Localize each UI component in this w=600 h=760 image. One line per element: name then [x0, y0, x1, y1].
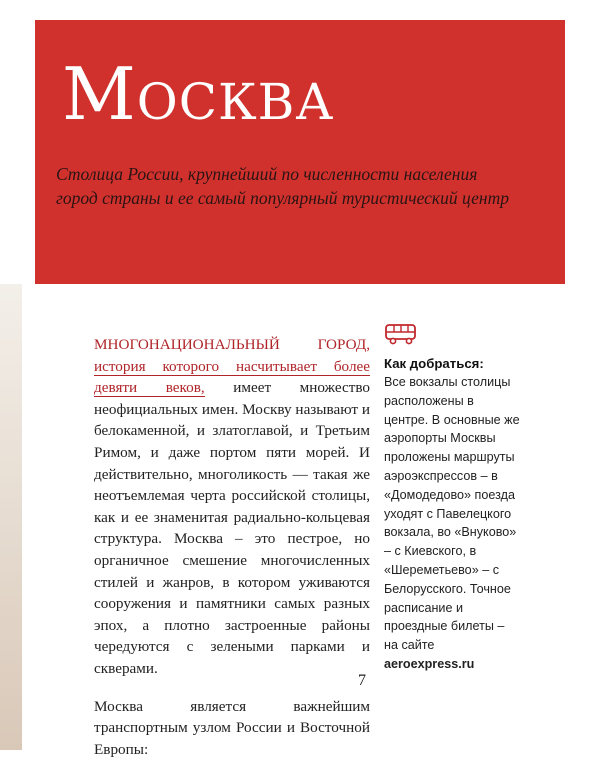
- article-paragraph-2: Москва является важнейшим транспортным узлом России и Восточной Европы:: [94, 696, 370, 760]
- sidebar-how-to-get: [384, 322, 520, 674]
- paragraph-1-text: имеет множество неофициальных имен. Москву называют и белокаменной, и златоглавой, и Третьим Римом, и даже портом пяти морей. И действительно, многоликость — такая же неотъемлемая черта российской столицы, как и ее знаменитая радиально-кольцевая структура. Москва – это пестрое, но органичное смешение многочисленных стилей и жанров, в котором уживаются сооружения и памятники самых разных эпох, а плотно застроенные районы чередуются с зелеными парками и скверами.: [94, 379, 370, 677]
- aeroexpress-link[interactable]: aeroexpress.ru: [384, 657, 474, 671]
- page-number: 7: [358, 672, 366, 690]
- article-body: [94, 334, 370, 760]
- page-top-margin: [0, 0, 600, 20]
- lead-caps: МНОГОНАЦИОНАЛЬНЫЙ ГОРОД,: [94, 336, 370, 353]
- article-paragraph-1: [94, 334, 370, 680]
- sidebar-text: [384, 373, 520, 674]
- bus-icon: [384, 322, 418, 346]
- page-title: Москва: [62, 52, 334, 136]
- sidebar-body: Все вокзалы столицы расположены в центре. В основные же аэропорты Москвы проложены маршруты аэроэкспрессов – в «Домодедово» поезда уходят с Павелецкого вокзала, во «Внуково» – с Киевского, в «Шереметьево» – с Белорусского. Точное расписание и проездные билеты – на сайте: [384, 375, 520, 652]
- left-photo-strip: [0, 284, 22, 750]
- sidebar-heading: Как добраться:: [384, 356, 520, 371]
- lead-highlight: история которого насчитывает более девяти веков,: [94, 358, 370, 398]
- page-subtitle: Столица России, крупнейший по численности населения город страны и ее самый популярный туристический центр: [56, 162, 516, 210]
